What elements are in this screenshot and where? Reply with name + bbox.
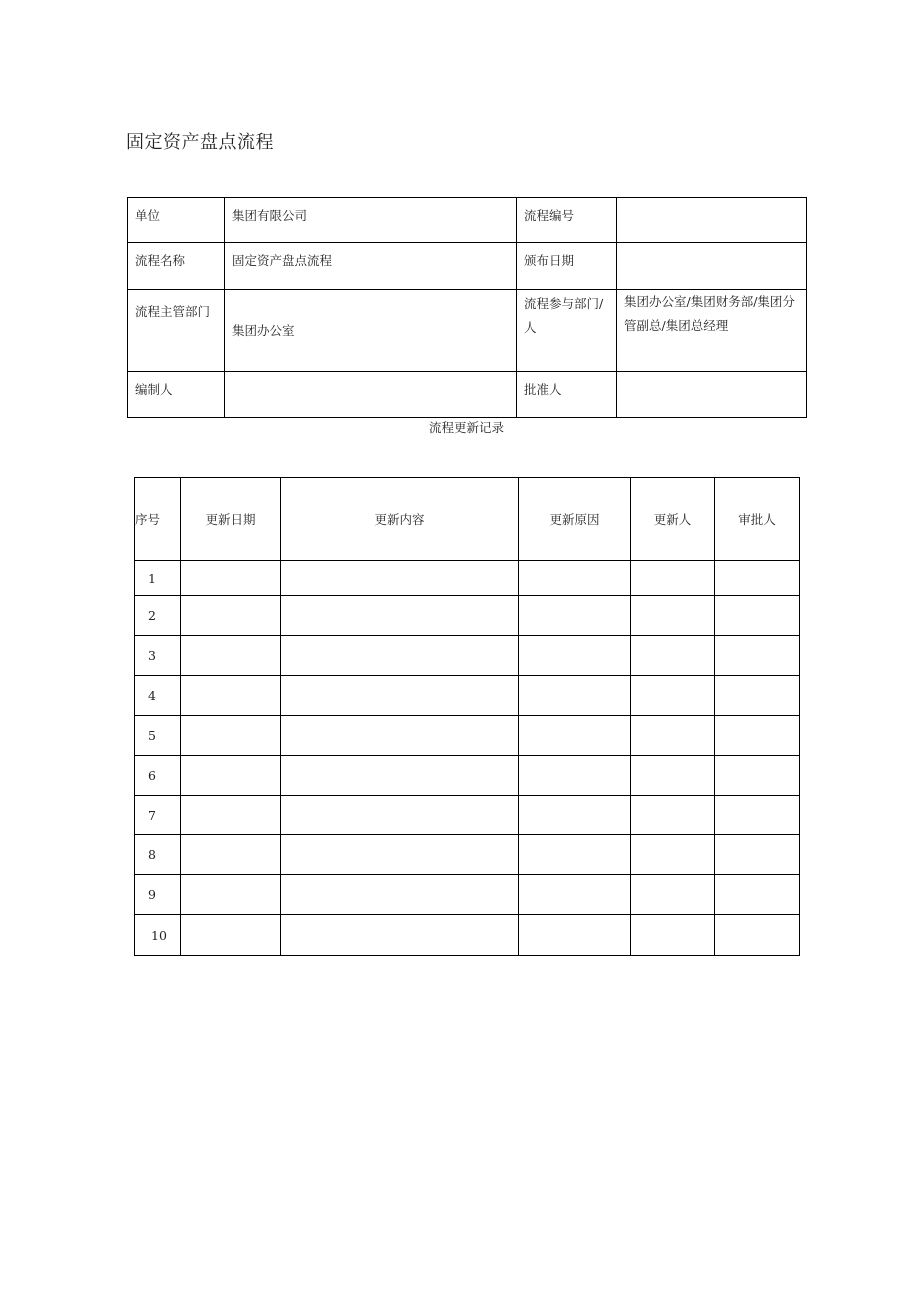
issue-date-value <box>617 243 807 290</box>
info-row-name <box>128 243 807 290</box>
record-header-row <box>135 478 800 561</box>
process-info-table <box>127 197 807 418</box>
cell-update-reason <box>519 636 631 676</box>
cell-update-reason <box>519 596 631 636</box>
cell-updater <box>631 676 715 716</box>
cell-updater <box>631 716 715 756</box>
cell-approver <box>715 756 800 796</box>
process-code-label: 流程编号 <box>517 198 617 243</box>
participants-value: 集团办公室/集团财务部/集团分管副总/集团总经理 <box>617 290 807 372</box>
row-seq: 3 <box>135 636 181 676</box>
row-seq: 5 <box>135 716 181 756</box>
cell-approver <box>715 676 800 716</box>
cell-update-content <box>281 676 519 716</box>
cell-update-content <box>281 835 519 875</box>
table-row <box>135 676 800 716</box>
cell-update-content <box>281 915 519 956</box>
cell-updater <box>631 835 715 875</box>
row-seq: 10 <box>135 915 181 956</box>
row-seq: 4 <box>135 676 181 716</box>
approver-label: 批准人 <box>517 372 617 418</box>
cell-updater <box>631 796 715 835</box>
cell-approver <box>715 835 800 875</box>
cell-approver <box>715 796 800 835</box>
record-caption: 流程更新记录 <box>428 420 504 435</box>
update-record-table <box>134 477 800 956</box>
header-updater: 更新人 <box>631 478 715 561</box>
cell-update-reason <box>519 756 631 796</box>
cell-approver <box>715 875 800 915</box>
unit-label: 单位 <box>128 198 225 243</box>
author-value <box>225 372 517 418</box>
process-name-label: 流程名称 <box>128 243 225 290</box>
info-row-author <box>128 372 807 418</box>
cell-updater <box>631 596 715 636</box>
row-seq: 2 <box>135 596 181 636</box>
table-row <box>135 796 800 835</box>
cell-approver <box>715 636 800 676</box>
cell-update-date <box>181 835 281 875</box>
row-seq: 7 <box>135 796 181 835</box>
table-row <box>135 835 800 875</box>
cell-update-content <box>281 716 519 756</box>
cell-update-date <box>181 756 281 796</box>
cell-update-content <box>281 596 519 636</box>
cell-update-reason <box>519 676 631 716</box>
cell-update-date <box>181 796 281 835</box>
header-update-date: 更新日期 <box>181 478 281 561</box>
table-row <box>135 716 800 756</box>
cell-approver <box>715 716 800 756</box>
cell-update-date <box>181 716 281 756</box>
cell-update-reason <box>519 875 631 915</box>
cell-approver <box>715 596 800 636</box>
cell-update-content <box>281 756 519 796</box>
owner-dept-label: 流程主管部门 <box>128 290 225 372</box>
cell-update-reason <box>519 796 631 835</box>
page-title: 固定资产盘点流程 <box>126 132 274 153</box>
cell-update-date <box>181 636 281 676</box>
row-seq: 6 <box>135 756 181 796</box>
cell-update-date <box>181 875 281 915</box>
table-row <box>135 915 800 956</box>
approver-value <box>617 372 807 418</box>
header-update-content: 更新内容 <box>281 478 519 561</box>
info-row-unit <box>128 198 807 243</box>
cell-update-reason <box>519 561 631 596</box>
cell-update-date <box>181 561 281 596</box>
info-row-dept <box>128 290 807 372</box>
cell-updater <box>631 875 715 915</box>
cell-update-content <box>281 561 519 596</box>
cell-update-date <box>181 596 281 636</box>
cell-update-date <box>181 915 281 956</box>
process-name-value: 固定资产盘点流程 <box>225 243 517 290</box>
process-code-value <box>617 198 807 243</box>
cell-updater <box>631 561 715 596</box>
row-seq: 9 <box>135 875 181 915</box>
row-seq: 1 <box>135 561 181 596</box>
cell-updater <box>631 756 715 796</box>
table-row <box>135 756 800 796</box>
header-approver: 审批人 <box>715 478 800 561</box>
owner-dept-value: 集团办公室 <box>225 290 517 372</box>
cell-update-reason <box>519 716 631 756</box>
cell-updater <box>631 915 715 956</box>
cell-updater <box>631 636 715 676</box>
cell-approver <box>715 915 800 956</box>
cell-approver <box>715 561 800 596</box>
cell-update-content <box>281 636 519 676</box>
author-label: 编制人 <box>128 372 225 418</box>
table-row <box>135 875 800 915</box>
unit-value: 集团有限公司 <box>225 198 517 243</box>
cell-update-reason <box>519 915 631 956</box>
issue-date-label: 颁布日期 <box>517 243 617 290</box>
cell-update-date <box>181 676 281 716</box>
cell-update-content <box>281 796 519 835</box>
table-row <box>135 636 800 676</box>
header-update-reason: 更新原因 <box>519 478 631 561</box>
header-seq: 序号 <box>135 478 181 561</box>
table-row <box>135 561 800 596</box>
row-seq: 8 <box>135 835 181 875</box>
table-row <box>135 596 800 636</box>
cell-update-content <box>281 875 519 915</box>
participants-label: 流程参与部门/人 <box>517 290 617 372</box>
cell-update-reason <box>519 835 631 875</box>
